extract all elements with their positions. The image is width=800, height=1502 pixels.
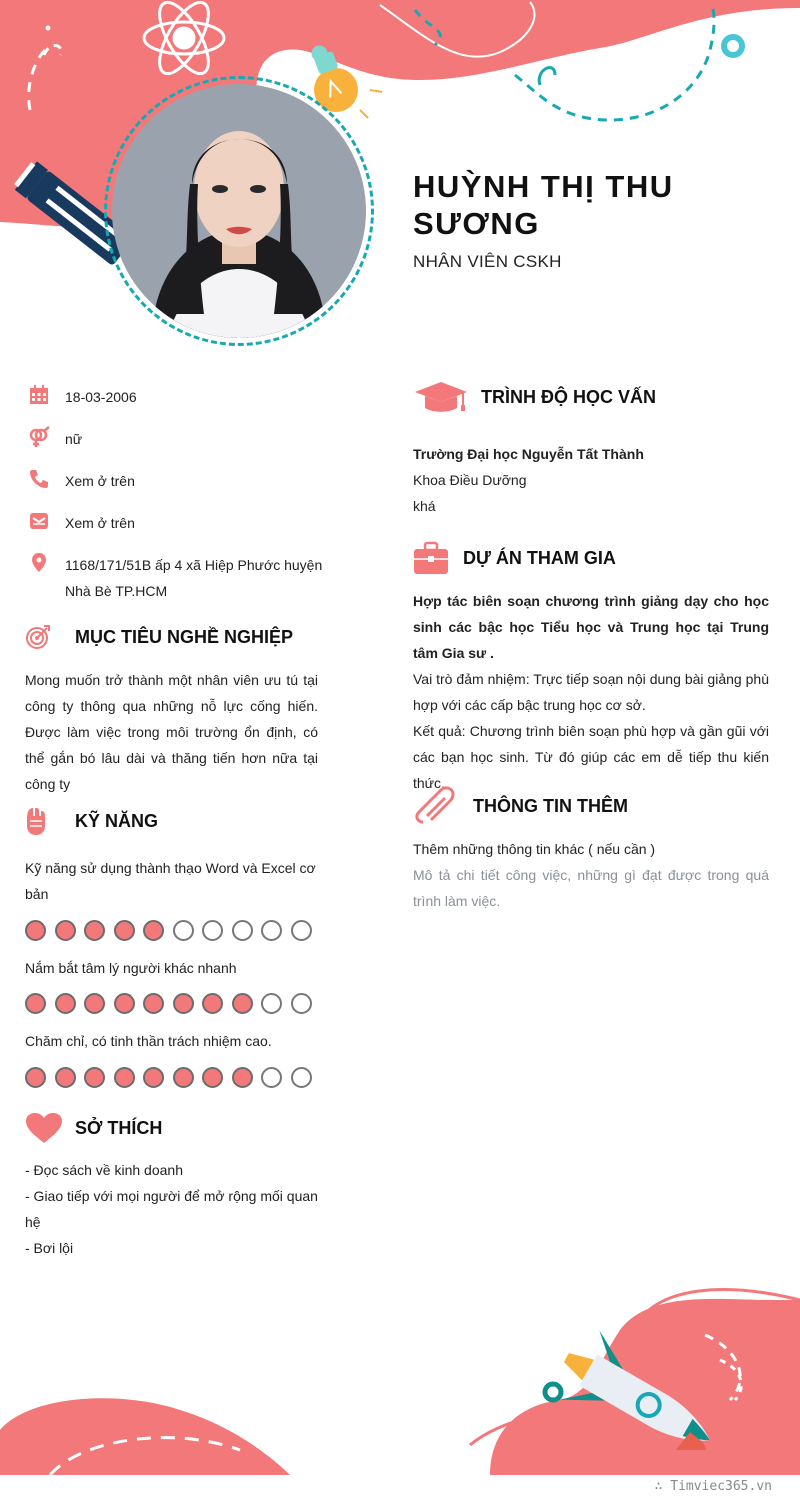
birthday-text: 18-03-2006 [65,389,137,405]
rating-dot-empty [291,993,312,1014]
gender-text: nữ [65,431,83,447]
rating-dot-empty [291,1067,312,1088]
calendar-icon [28,384,50,406]
rating-dot-filled [55,1067,76,1088]
job-title: NHÂN VIÊN CSKH [413,252,562,271]
project-name: Hợp tác biên soạn chương trình giảng dạy cho học sinh các bậc học Tiểu học và Trung học tại Trung tâm Gia sư . [413,593,769,661]
rating-dot-empty [261,920,282,941]
gender-icon [28,426,50,448]
heart-icon [25,1112,63,1144]
rating-dot-filled [143,993,164,1014]
rating-dot-filled [173,1067,194,1088]
projects-title: DỰ ÁN THAM GIA [463,547,616,568]
birthday-row [28,384,328,410]
raised-fist-icon [25,806,47,836]
skills-section-header [25,806,158,836]
rating-dot-empty [202,920,223,941]
graduation-cap-icon [413,380,469,414]
candidate-name: HUỲNH THỊ THU SƯƠNG [413,169,674,241]
avatar[interactable] [112,84,366,338]
rating-dot-filled [232,1067,253,1088]
rating-dot-filled [114,1067,135,1088]
hobbies-section-header [25,1112,162,1144]
phone-row [28,468,328,494]
rating-dot-filled [143,1067,164,1088]
footer-brand[interactable]: ∴ Timviec365.vn [654,1479,772,1494]
skill-rating [25,993,320,1014]
hobbies-list [25,1157,318,1261]
email-text: Xem ở trên [65,515,135,531]
objective-section-header [25,624,293,650]
additional-title: THÔNG TIN THÊM [473,795,628,816]
school-name: Trường Đại học Nguyễn Tất Thành [413,446,644,462]
project-result: Kết quả: Chương trình biên soạn phù hợp và gần gũi với các bạn học sinh. Từ đó giúp các em dễ tiếp thu kiến thức. [413,723,769,791]
rating-dot-empty [261,1067,282,1088]
email-row [28,510,328,536]
rating-dot-empty [291,920,312,941]
address-text: 1168/171/51B ấp 4 xã Hiệp Phước huyện Nhà Bè TP.HCM [65,557,323,599]
additional-line-1: Thêm những thông tin khác ( nếu cần ) [413,841,656,857]
skill-label: Chăm chỉ, có tinh thần trách nhiệm cao. [25,1033,272,1049]
rating-dot-filled [143,920,164,941]
education-title: TRÌNH ĐỘ HỌC VẤN [481,386,656,407]
coral-blob-bottom-left [0,1398,290,1475]
teal-ring-icon [724,37,742,55]
contact-info [28,384,328,620]
paperclip-icon [413,786,459,826]
rating-dot-filled [114,993,135,1014]
project-details [413,588,769,796]
address-row [28,552,328,604]
rating-dot-filled [25,920,46,941]
teal-ring-small-icon [545,1384,561,1400]
hobbies-title: SỞ THÍCH [75,1117,163,1138]
rating-dot-filled [202,1067,223,1088]
rating-dot-filled [202,993,223,1014]
email-icon [28,510,50,532]
hobby-item: - Giao tiếp với mọi người để mở rộng mối quan hệ [25,1188,318,1230]
hobby-item: - Bơi lội [25,1240,74,1256]
rating-dot-filled [232,993,253,1014]
additional-section-header [413,786,628,826]
rating-dot-filled [84,920,105,941]
skills-title: KỸ NĂNG [75,810,159,831]
projects-section-header [413,541,616,575]
objective-title: MỤC TIÊU NGHỀ NGHIỆP [75,626,294,647]
rating-dot-empty [232,920,253,941]
hobby-item: - Đọc sách về kinh doanh [25,1162,183,1178]
additional-details [413,836,769,914]
briefcase-icon [413,541,449,575]
rating-dot-filled [25,1067,46,1088]
objective-text: Mong muốn trở thành một nhân viên ưu tú tại công ty thông qua những nỗ lực cống hiến. Được làm việc trong môi trường ổn định, có thể gắn bó lâu dài và thăng tiến hơn nữa tại công ty [25,672,318,792]
skill-rating [25,1067,320,1088]
gender-row [28,426,328,452]
project-role: Vai trò đảm nhiệm: Trực tiếp soạn nội dung bài giảng phù hợp với các cấp bậc trung học cơ sở. [413,671,769,713]
rating-dot-filled [55,920,76,941]
skill-rating [25,920,320,941]
rating-dot-filled [84,1067,105,1088]
phone-icon [28,468,50,490]
rating-dot-empty [261,993,282,1014]
skill-label: Kỹ năng sử dụng thành thạo Word và Excel cơ bản [25,860,316,902]
phone-text: Xem ở trên [65,473,135,489]
rating-dot-filled [84,993,105,1014]
rating-dot-empty [173,920,194,941]
major-text: Khoa Điều Dưỡng [413,472,527,488]
rating-dot-filled [55,993,76,1014]
rating-dot-filled [173,993,194,1014]
target-icon [25,624,51,650]
rating-dot-filled [114,920,135,941]
education-section-header [413,380,656,414]
location-pin-icon [28,552,50,574]
rating-dot-filled [25,993,46,1014]
education-details [413,441,773,519]
additional-line-2: Mô tả chi tiết công việc, những gì đạt được trong quá trình làm việc. [413,867,769,909]
grade-text: khá [413,498,436,514]
skill-label: Nắm bắt tâm lý người khác nhanh [25,960,237,976]
